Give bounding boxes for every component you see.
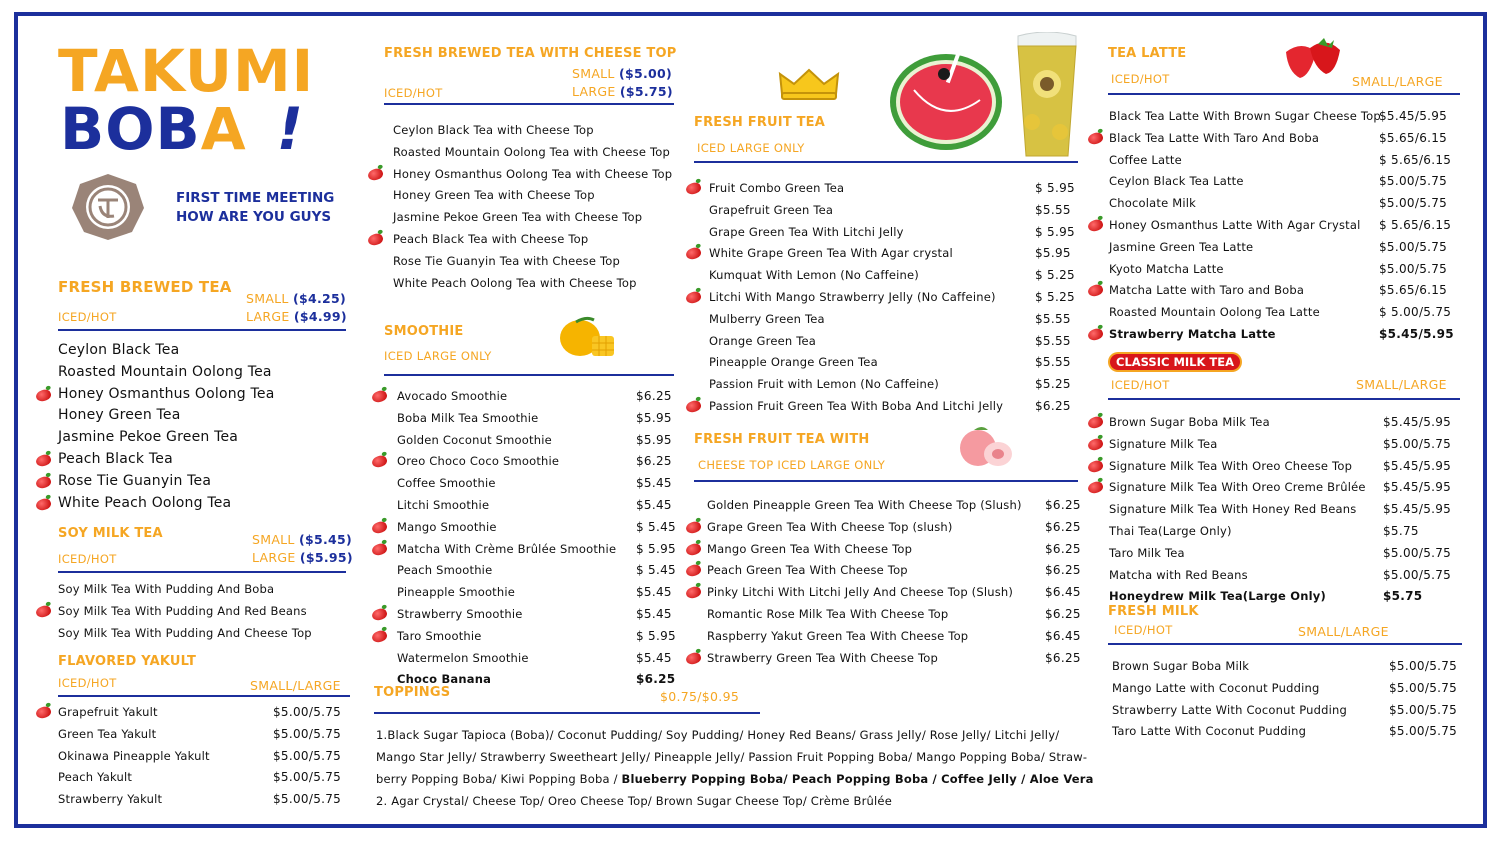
menu-item-price: $ 5.95 [636, 541, 676, 556]
menu-item-price: $ 5.45 [636, 563, 676, 578]
menu-item-name: Strawberry Green Tea With Cheese Top [707, 650, 938, 665]
fresh-milk-iced-hot: ICED/HOT [1114, 623, 1173, 637]
menu-item-name: Chocolate Milk [1109, 196, 1196, 211]
menu-item-price: $5.75 [1383, 524, 1419, 538]
menu-item-name: Grape Green Tea With Litchi Jelly [709, 224, 904, 239]
menu-item-name: Taro Smoothie [397, 628, 482, 643]
menu-item-price: $5.95 [636, 410, 672, 425]
fruit-tea-title: FRESH FRUIT TEA [694, 115, 826, 130]
menu-item-name: Golden Coconut Smoothie [397, 432, 552, 447]
menu-item-name: Honey Osmanthus Oolong Tea with Cheese Top [393, 166, 673, 181]
menu-item-price: $6.25 [1045, 498, 1081, 512]
menu-item-price: $5.45 [636, 476, 672, 491]
menu-item-name: Roasted Mountain Oolong Tea Latte [1109, 305, 1320, 320]
menu-item-price: $5.45/5.95 [1383, 502, 1452, 517]
menu-item-price: $6.25 [636, 454, 672, 469]
divider [374, 712, 760, 714]
size-label: SMALL [252, 532, 295, 547]
menu-item-price: $5.45/5.95 [1379, 327, 1454, 341]
menu-item-price: $ 5.95 [1035, 224, 1075, 239]
fruit-cheese-subtitle: CHEESE TOP ICED LARGE ONLY [698, 458, 886, 472]
size-price: ($5.75) [619, 84, 673, 99]
menu-item-price: $5.00/5.75 [273, 748, 342, 763]
menu-item-name: Watermelon Smoothie [397, 650, 529, 665]
menu-item-name: Roasted Mountain Oolong Tea with Cheese Top [393, 144, 670, 159]
toppings-title: TOPPINGS [374, 685, 451, 700]
divider [694, 161, 1078, 163]
menu-item-price: $5.55 [1035, 355, 1071, 370]
menu-item-name: Matcha With Crème Brûlée Smoothie [397, 541, 617, 556]
crown-icon [776, 66, 842, 106]
menu-item-name: Honey Osmanthus Oolong Tea [58, 385, 275, 402]
brand-word-boba: BOB [60, 95, 201, 163]
menu-item-name: Mango Latte with Coconut Pudding [1112, 680, 1320, 695]
menu-item-price: $5.00/5.75 [273, 726, 342, 741]
menu-item-name: Honey Green Tea [58, 407, 181, 424]
menu-item-price: $5.00/5.75 [1383, 436, 1452, 451]
menu-item-name: Passion Fruit Green Tea With Boba And Litchi Jelly [709, 399, 1004, 413]
soy-large [252, 550, 353, 565]
menu-item-price: $5.75 [1383, 589, 1423, 604]
menu-item-name: Litchi Smoothie [397, 498, 490, 512]
menu-item-name: Strawberry Smoothie [397, 607, 523, 621]
menu-item-price: $5.00/5.75 [1383, 567, 1452, 582]
size-label: LARGE [252, 550, 296, 565]
menu-item-name: Strawberry Matcha Latte [1109, 327, 1276, 341]
smoothie-title: SMOOTHIE [384, 324, 464, 339]
menu-item-name: Peach Black Tea [58, 451, 173, 467]
menu-item-price: $5.00/5.75 [1383, 545, 1452, 560]
menu-item-name: Jasmine Pekoe Green Tea [58, 429, 239, 446]
menu-item-price: $6.25 [636, 672, 676, 687]
menu-item-price: $5.45 [636, 585, 672, 600]
toppings-line3-b: Blueberry Popping Boba/ Peach Popping Boba / Coffee Jelly / Aloe Vera [621, 772, 1094, 786]
fresh-brewed-small [246, 291, 346, 306]
menu-item-name: Fruit Combo Green Tea [709, 181, 845, 195]
menu-item-price: $ 5.00/5.75 [1379, 305, 1452, 320]
watermelon-icon [884, 30, 1008, 158]
menu-item-price: $5.00/5.75 [1379, 239, 1448, 254]
menu-item-price: $6.45 [1045, 585, 1081, 600]
menu-item-name: Signature Milk Tea With Oreo Creme Brûlée [1109, 480, 1366, 495]
yakult-title: FLAVORED YAKULT [58, 654, 197, 669]
divider [58, 695, 350, 697]
menu-item-name: Signature Milk Tea With Honey Red Beans [1109, 502, 1357, 517]
menu-item-name: Peach Green Tea With Cheese Top [707, 563, 908, 578]
size-price: ($5.45) [298, 532, 353, 547]
menu-item-price: $5.45/5.95 [1383, 458, 1452, 473]
divider [1108, 398, 1460, 400]
size-label: LARGE [246, 309, 290, 324]
menu-item-name: Grape Green Tea With Cheese Top (slush) [707, 519, 953, 534]
menu-item-name: Black Tea Latte With Brown Sugar Cheese Top [1109, 109, 1381, 123]
menu-item-name: Golden Pineapple Green Tea With Cheese Top (Slush) [707, 498, 1022, 512]
menu-item-name: Peach Smoothie [397, 563, 493, 578]
divider [384, 103, 674, 105]
menu-item-name: Strawberry Latte With Coconut Pudding [1112, 702, 1348, 717]
toppings-line2: Mango Star Jelly/ Strawberry Sweetheart Jelly/ Pineapple Jelly/ Passion Fruit Popping Boba/ Mango Popping Boba/ Straw- [376, 750, 1088, 764]
brand-exclaim: ! [276, 95, 305, 163]
menu-item-price: $5.55 [1035, 311, 1071, 326]
menu-item-name: Green Tea Yakult [58, 726, 157, 741]
classic-size: SMALL/LARGE [1356, 377, 1447, 392]
menu-item-name: Rose Tie Guanyin Tea [58, 472, 212, 489]
menu-item-price: $ 5.95 [636, 628, 676, 643]
menu-item-price: $5.00/5.75 [1379, 174, 1448, 189]
brand-word-accent: A [200, 95, 247, 163]
menu-item-name: Mango Green Tea With Cheese Top [707, 541, 913, 556]
fresh-milk-title: FRESH MILK [1108, 604, 1199, 619]
menu-item-price: $5.45 [636, 498, 672, 512]
menu-item-price: $5.25 [1035, 377, 1071, 392]
menu-item-price: $6.25 [1045, 519, 1081, 534]
menu-item-price: $5.00/5.75 [1379, 261, 1448, 276]
toppings-line3-a: berry Popping Boba/ Kiwi Popping Boba / [376, 772, 622, 786]
menu-item-price: $6.25 [1045, 650, 1081, 665]
menu-item-price: $5.00/5.75 [1389, 702, 1458, 717]
menu-item-name: Jasmine Pekoe Green Tea with Cheese Top [393, 210, 643, 225]
menu-item-price: $5.45/5.95 [1383, 415, 1452, 429]
menu-item-name: Mango Smoothie [397, 519, 497, 534]
fresh-brewed-iced-hot: ICED/HOT [58, 310, 117, 324]
menu-item-name: Grapefruit Green Tea [709, 202, 834, 217]
menu-item-name: Ceylon Black Tea [58, 342, 180, 358]
menu-item-price: $6.25 [636, 389, 672, 403]
menu-item-name: Litchi With Mango Strawberry Jelly (No Caffeine) [709, 290, 996, 304]
menu-item-price: $ 5.45 [636, 519, 676, 534]
yakult-size: SMALL/LARGE [250, 678, 341, 693]
size-label: SMALL [572, 66, 615, 81]
toppings-price: $0.75/$0.95 [660, 689, 740, 704]
menu-item-name: Soy Milk Tea With Pudding And Red Beans [58, 603, 307, 618]
cheese-iced-hot: ICED/HOT [384, 86, 443, 100]
menu-item-name: White Peach Oolong Tea with Cheese Top [393, 275, 637, 290]
size-price: ($4.99) [293, 309, 347, 324]
menu-item-price: $5.00/5.75 [1389, 724, 1458, 739]
mango-icon [556, 314, 620, 366]
menu-item-name: Peach Yakult [58, 770, 133, 785]
menu-item-name: Honey Osmanthus Latte With Agar Crystal [1109, 218, 1361, 232]
size-price: ($5.95) [299, 550, 353, 565]
soy-iced-hot: ICED/HOT [58, 552, 117, 566]
menu-item-name: Choco Banana [397, 672, 492, 687]
menu-item-name: Coffee Latte [1109, 152, 1182, 167]
cheese-top-title: FRESH BREWED TEA WITH CHEESE TOP [384, 46, 677, 61]
menu-item-name: Black Tea Latte With Taro And Boba [1109, 130, 1320, 145]
greeting-line1: FIRST TIME MEETING [176, 190, 335, 206]
menu-item-price: $5.00/5.75 [273, 770, 342, 785]
divider [58, 329, 346, 331]
menu-item-name: Thai Tea(Large Only) [1109, 524, 1232, 538]
menu-item-name: Soy Milk Tea With Pudding And Cheese Top [58, 625, 312, 640]
fruit-tea-cup-icon [1012, 32, 1082, 164]
cheese-large [572, 84, 673, 99]
menu-item-name: Orange Green Tea [709, 333, 817, 348]
menu-item-price: $5.95 [636, 432, 672, 447]
menu-item-name: Matcha with Red Beans [1109, 567, 1248, 582]
toppings-line3 [376, 772, 1094, 786]
menu-item-name: Matcha Latte with Taro and Boba [1109, 283, 1305, 298]
menu-item-price: $5.95 [1035, 246, 1071, 261]
menu-item-name: Taro Latte With Coconut Pudding [1112, 724, 1307, 739]
menu-item-price: $5.00/5.75 [273, 792, 342, 807]
tea-latte-title: TEA LATTE [1108, 46, 1187, 61]
fresh-brewed-large [246, 309, 347, 324]
menu-item-name: Kumquat With Lemon (No Caffeine) [709, 268, 919, 283]
divider [1108, 93, 1460, 95]
menu-item-name: Avocado Smoothie [397, 389, 508, 403]
smoothie-subtitle: ICED LARGE ONLY [384, 349, 492, 363]
menu-item-price: $ 5.65/6.15 [1379, 218, 1452, 232]
menu-item-name: Pineapple Orange Green Tea [709, 355, 878, 370]
greeting-line2: HOW ARE YOU GUYS [176, 209, 332, 225]
menu-item-name: Roasted Mountain Oolong Tea [58, 363, 272, 380]
menu-item-name: Signature Milk Tea [1109, 436, 1218, 451]
menu-item-price: $6.25 [1045, 541, 1081, 556]
divider [384, 374, 674, 376]
menu-item-name: Pineapple Smoothie [397, 585, 516, 600]
fresh-brewed-tea-title: FRESH BREWED TEA [58, 278, 232, 296]
strawberry-icon [1280, 38, 1344, 84]
menu-item-price: $5.45/5.95 [1379, 109, 1448, 123]
menu-item-price: $5.00/5.75 [1389, 680, 1458, 695]
menu-item-name: Rose Tie Guanyin Tea with Cheese Top [393, 253, 621, 268]
brand-word-takumi: TAKUMI [58, 37, 315, 105]
menu-item-price: $5.45 [636, 607, 672, 621]
menu-item-name: Kyoto Matcha Latte [1109, 261, 1224, 276]
menu-item-price: $ 5.95 [1035, 181, 1075, 195]
menu-item-price: $6.45 [1045, 628, 1081, 643]
menu-item-name: Passion Fruit with Lemon (No Caffeine) [709, 377, 939, 392]
menu-item-price: $5.00/5.75 [1389, 659, 1458, 673]
soy-small [252, 532, 352, 547]
peach-icon [958, 424, 1016, 474]
tea-latte-iced-hot: ICED/HOT [1111, 72, 1170, 86]
menu-item-name: Honeydrew Milk Tea(Large Only) [1109, 589, 1326, 604]
size-label: SMALL [246, 291, 289, 306]
size-price: ($4.25) [292, 291, 347, 306]
menu-item-price: $5.45 [636, 650, 672, 665]
brand-line2 [60, 95, 305, 163]
soy-milk-tea-title: SOY MILK TEA [58, 526, 163, 541]
fruit-cheese-title: FRESH FRUIT TEA WITH [694, 432, 870, 447]
brand-logo-icon [70, 172, 146, 246]
cheese-small [572, 66, 672, 81]
menu-item-name: Grapefruit Yakult [58, 705, 158, 719]
fruit-tea-subtitle: ICED LARGE ONLY [697, 141, 805, 155]
menu-item-name: Oreo Choco Coco Smoothie [397, 454, 560, 469]
menu-item-name: Taro Milk Tea [1109, 545, 1185, 560]
menu-item-price: $5.55 [1035, 202, 1071, 217]
divider [694, 480, 1078, 482]
tea-latte-size: SMALL/LARGE [1352, 74, 1443, 89]
menu-item-price: $5.00/5.75 [273, 705, 342, 719]
menu-item-price: $6.25 [1045, 607, 1081, 621]
menu-item-name: Jasmine Green Tea Latte [1109, 239, 1254, 254]
divider [58, 571, 346, 573]
menu-item-name: Signature Milk Tea With Oreo Cheese Top [1109, 458, 1353, 473]
menu-item-name: Ceylon Black Tea with Cheese Top [393, 123, 594, 137]
menu-item-price: $5.00/5.75 [1379, 196, 1448, 211]
menu-item-name: Honey Green Tea with Cheese Top [393, 188, 595, 203]
menu-item-name: Mulberry Green Tea [709, 311, 825, 326]
size-price: ($5.00) [618, 66, 673, 81]
menu-item-name: Romantic Rose Milk Tea With Cheese Top [707, 607, 949, 621]
size-label: LARGE [572, 84, 616, 99]
menu-item-name: Boba Milk Tea Smoothie [397, 410, 539, 425]
menu-item-name: White Grape Green Tea With Agar crystal [709, 246, 953, 261]
greeting [176, 189, 334, 227]
yakult-iced-hot: ICED/HOT [58, 676, 117, 690]
menu-item-price: $5.65/6.15 [1379, 130, 1448, 145]
menu-item-name: Raspberry Yakut Green Tea With Cheese Top [707, 628, 969, 643]
menu-item-name: White Peach Oolong Tea [58, 494, 232, 511]
menu-item-name: Soy Milk Tea With Pudding And Boba [58, 582, 275, 596]
menu-item-price: $6.25 [1035, 399, 1071, 413]
menu-item-price: $ 5.65/6.15 [1379, 152, 1452, 167]
menu-item-price: $5.45/5.95 [1383, 480, 1452, 495]
menu-item-price: $5.55 [1035, 333, 1071, 348]
menu-item-price: $ 5.25 [1035, 268, 1075, 283]
fresh-milk-size: SMALL/LARGE [1298, 624, 1389, 639]
toppings-line1: 1.Black Sugar Tapioca (Boba)/ Coconut Pudding/ Soy Pudding/ Honey Red Beans/ Grass Jelly/ Rose Jelly/ Litchi Jelly/ [376, 728, 1060, 742]
classic-iced-hot: ICED/HOT [1111, 378, 1170, 392]
menu-item-price: $5.65/6.15 [1379, 283, 1448, 298]
menu-item-name: Peach Black Tea with Cheese Top [393, 232, 589, 246]
menu-item-price: $ 5.25 [1035, 290, 1075, 304]
divider [1108, 643, 1462, 645]
menu-item-price: $6.25 [1045, 563, 1081, 578]
menu-item-name: Ceylon Black Tea Latte [1109, 174, 1244, 189]
toppings-line4: 2. Agar Crystal/ Cheese Top/ Oreo Cheese Top/ Brown Sugar Cheese Top/ Crème Brûlée [376, 794, 892, 808]
menu-item-name: Pinky Litchi With Litchi Jelly And Cheese Top (Slush) [707, 585, 1014, 600]
menu-item-name: Coffee Smoothie [397, 476, 496, 491]
menu-item-name: Okinawa Pineapple Yakult [58, 748, 210, 763]
menu-item-name: Brown Sugar Boba Milk [1112, 659, 1250, 673]
brand-line1 [58, 37, 315, 105]
classic-milk-tea-badge: CLASSIC MILK TEA [1110, 354, 1240, 370]
menu-item-name: Brown Sugar Boba Milk Tea [1109, 415, 1270, 429]
menu-item-name: Strawberry Yakult [58, 792, 163, 807]
